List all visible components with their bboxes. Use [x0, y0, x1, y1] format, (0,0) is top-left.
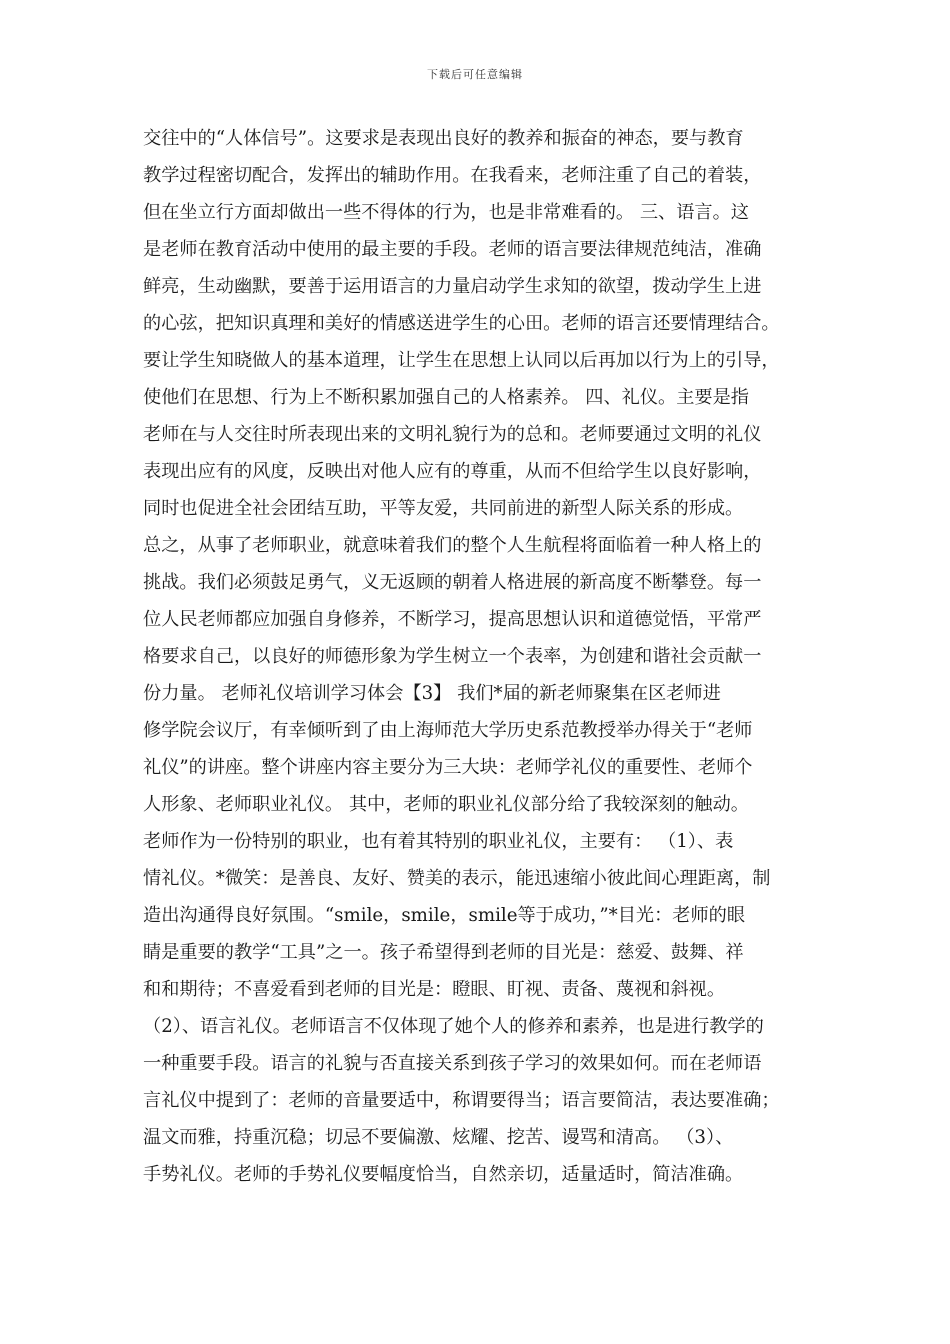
text-line: 教学过程密切配合，发挥出的辅助作用。在我看来，老师注重了自己的着装，	[143, 165, 762, 186]
text-line: 老师作为一份特别的职业，也有着其特别的职业礼仪，主要有： （1）、表	[143, 831, 734, 852]
text-line: 位人民老师都应加强自身修养，不断学习，提高思想认识和道德觉悟，平常严	[143, 609, 762, 630]
text-line: 使他们在思想、行为上不断积累加强自己的人格素养。 四、礼仪。主要是指	[143, 387, 749, 408]
text-line: 但在坐立行方面却做出一些不得体的行为，也是非常难看的。 三、语言。这	[143, 202, 749, 223]
text-line: 交往中的“人体信号”。这要求是表现出良好的教养和振奋的神态，要与教育	[143, 128, 744, 149]
text-line: 修学院会议厅，有幸倾听到了由上海师范大学历史系范教授举办得关于“老师	[143, 720, 753, 741]
text-line: 挑战。我们必须鼓足勇气，义无返顾的朝着人格进展的新高度不断攀登。每一	[143, 572, 762, 593]
text-line: 温文而雅，持重沉稳；切忌不要偏激、炫耀、挖苦、谩骂和清高。 （3）、	[143, 1127, 734, 1148]
text-line: 份力量。 老师礼仪培训学习体会【3】 我们*届的新老师聚集在区老师进	[143, 683, 721, 704]
text-line: 手势礼仪。老师的手势礼仪要幅度恰当，自然亲切，适量适时，简洁准确。	[143, 1164, 744, 1185]
text-line: 总之，从事了老师职业，就意味着我们的整个人生航程将面临着一种人格上的	[143, 535, 762, 556]
text-line: 同时也促进全社会团结互助，平等友爱，共同前进的新型人际关系的形成。	[143, 498, 744, 519]
text-line: 的心弦，把知识真理和美好的情感送进学生的心田。老师的语言还要情理结合。	[143, 313, 780, 334]
text-line: 睛是重要的教学“工具”之一。孩子希望得到老师的目光是：慈爱、鼓舞、祥	[143, 942, 744, 963]
text-line: 人形象、老师职业礼仪。 其中，老师的职业礼仪部分给了我较深刻的触动。	[143, 794, 749, 815]
text-line: （2）、语言礼仪。老师语言不仅体现了她个人的修养和素养，也是进行教学的	[143, 1016, 764, 1037]
text-line: 鲜亮，生动幽默，要善于运用语言的力量启动学生求知的欲望，拨动学生上进	[143, 276, 762, 297]
text-line: 礼仪”的讲座。整个讲座内容主要分为三大块：老师学礼仪的重要性、老师个	[143, 757, 753, 778]
body-text	[143, 120, 811, 1193]
text-line: 要让学生知晓做人的基本道理，让学生在思想上认同以后再加以行为上的引导，	[143, 350, 780, 371]
text-line: 造出沟通得良好氛围。“smile，smile，smile等于成功，”*目光：老师的眼	[143, 905, 746, 926]
text-line: 格要求自己，以良好的师德形象为学生树立一个表率，为创建和谐社会贡献一	[143, 646, 762, 667]
text-line: 言礼仪中提到了：老师的音量要适中，称谓要得当；语言要简洁，表达要准确；	[143, 1090, 780, 1111]
text-line: 一种重要手段。语言的礼貌与否直接关系到孩子学习的效果如何。而在老师语	[143, 1053, 762, 1074]
text-line: 表现出应有的风度，反映出对他人应有的尊重，从而不但给学生以良好影响，	[143, 461, 762, 482]
page-header: 下载后可任意编辑	[427, 68, 523, 81]
text-line: 是老师在教育活动中使用的最主要的手段。老师的语言要法律规范纯洁，准确	[143, 239, 762, 260]
text-line: 老师在与人交往时所表现出来的文明礼貌行为的总和。老师要通过文明的礼仪	[143, 424, 762, 445]
text-line: 和和期待；不喜爱看到老师的目光是：瞪眼、盯视、责备、蔑视和斜视。	[143, 979, 726, 1000]
text-line: 情礼仪。*微笑：是善良、友好、赞美的表示，能迅速缩小彼此间心理距离，制	[143, 868, 771, 889]
